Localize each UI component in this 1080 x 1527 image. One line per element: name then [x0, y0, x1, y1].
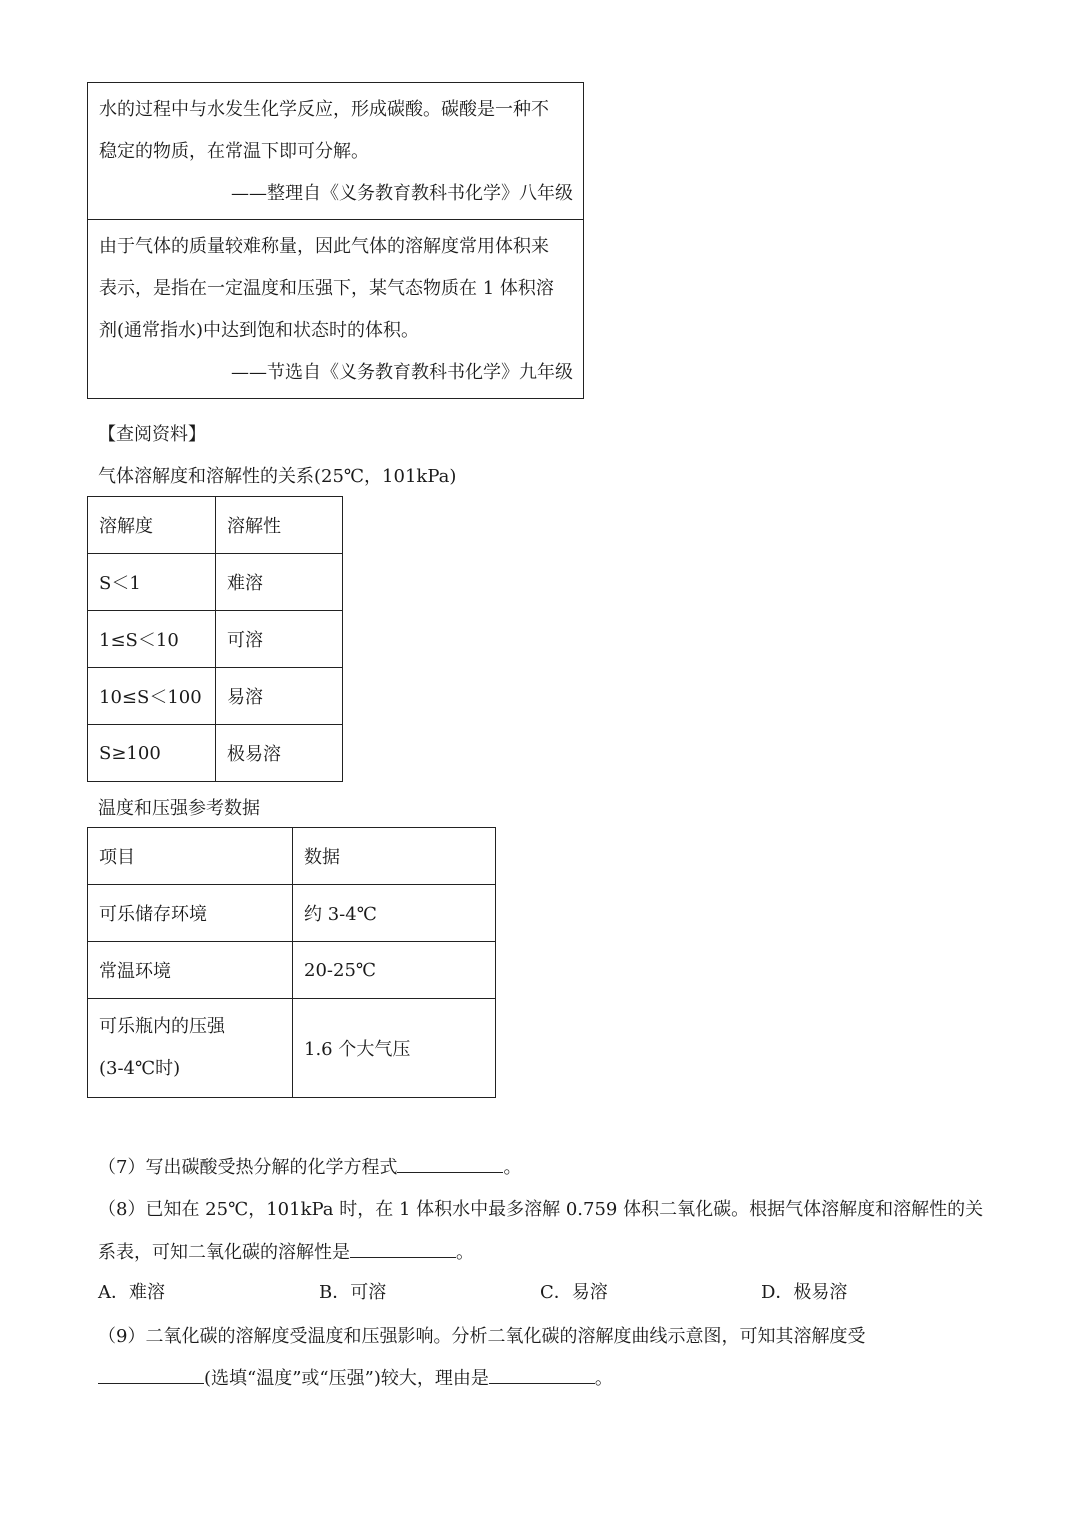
option-a[interactable]: A．难溶: [98, 1282, 165, 1303]
table-header-cell: 溶解度: [88, 497, 216, 554]
question-8-end: 。: [456, 1242, 474, 1263]
question-8-line1: （8）已知在 25℃，101kPa 时，在 1 体积水中最多溶解 0.759 体积二氧化碳。根据气体溶解度和溶解性的关: [98, 1199, 984, 1220]
table-cell: 常温环境: [88, 942, 293, 999]
table-cell: 易溶: [216, 668, 343, 725]
question-7-text: （7）写出碳酸受热分解的化学方程式: [98, 1157, 398, 1178]
excerpt-line: 剂(通常指水)中达到饱和状态时的体积。: [99, 320, 420, 341]
table1-caption: 气体溶解度和溶解性的关系(25℃，101kPa): [98, 466, 457, 487]
temperature-pressure-table: [87, 827, 496, 1098]
table-cell: 20-25℃: [293, 942, 496, 999]
table-cell: 难溶: [216, 554, 343, 611]
question-8-line2: [98, 1238, 474, 1264]
answer-blank[interactable]: [489, 1365, 595, 1384]
table-row: [88, 885, 496, 942]
excerpt-section-grade8: [88, 83, 583, 219]
table-cell-line: (3-4℃时): [99, 1058, 181, 1079]
table-cell: 约 3-4℃: [293, 885, 496, 942]
answer-blank[interactable]: [98, 1365, 204, 1384]
excerpt-source: ——整理自《义务教育教科书化学》八年级: [231, 183, 573, 204]
excerpt-section-grade9: [88, 219, 583, 398]
table-cell: 1≤S＜10: [88, 611, 216, 668]
table-cell-line: 可乐瓶内的压强: [99, 1016, 225, 1037]
solubility-table: [87, 496, 343, 782]
table-row: [88, 554, 343, 611]
question-9-line2: [98, 1364, 613, 1390]
table-cell: [88, 999, 293, 1098]
table-header-row: [88, 497, 343, 554]
table-header-cell: 项目: [88, 828, 293, 885]
table-cell: 1.6 个大气压: [293, 999, 496, 1098]
question-7-end: 。: [503, 1157, 522, 1178]
table-cell: 极易溶: [216, 725, 343, 782]
question-8-options: [98, 1278, 998, 1306]
question-8-text: 系表，可知二氧化碳的溶解性是: [98, 1242, 350, 1263]
excerpt-line: 由于气体的质量较难称量，因此气体的溶解度常用体积来: [99, 236, 549, 257]
table-row: [88, 999, 496, 1098]
excerpt-line: 水的过程中与水发生化学反应，形成碳酸。碳酸是一种不: [99, 99, 549, 120]
table-cell: 可溶: [216, 611, 343, 668]
table-header-cell: 数据: [293, 828, 496, 885]
table-row: [88, 725, 343, 782]
question-9-line1: （9）二氧化碳的溶解度受温度和压强影响。分析二氧化碳的溶解度曲线示意图，可知其溶解度受: [98, 1326, 866, 1347]
table-row: [88, 942, 496, 999]
excerpt-line: 稳定的物质，在常温下即可分解。: [99, 141, 369, 162]
table-row: [88, 611, 343, 668]
reference-heading: 【查阅资料】: [98, 424, 206, 445]
table-header-row: [88, 828, 496, 885]
option-b[interactable]: B．可溶: [319, 1282, 387, 1303]
table-header-cell: 溶解性: [216, 497, 343, 554]
answer-blank[interactable]: [397, 1154, 503, 1173]
question-9-text: (选填“温度”或“压强”)较大，理由是: [204, 1368, 489, 1389]
table-row: [88, 668, 343, 725]
answer-blank[interactable]: [350, 1239, 456, 1258]
question-9-end: 。: [594, 1368, 613, 1389]
table2-caption: 温度和压强参考数据: [98, 798, 260, 819]
excerpt-box: [87, 82, 584, 399]
excerpt-source: ——节选自《义务教育教科书化学》九年级: [231, 362, 573, 383]
excerpt-line: 表示，是指在一定温度和压强下，某气态物质在 1 体积溶: [99, 278, 554, 299]
table-cell: S＜1: [88, 554, 216, 611]
option-c[interactable]: C．易溶: [540, 1282, 608, 1303]
table-cell: S≥100: [88, 725, 216, 782]
table-cell: 10≤S＜100: [88, 668, 216, 725]
question-7: [98, 1153, 521, 1179]
table-cell: 可乐储存环境: [88, 885, 293, 942]
option-d[interactable]: D．极易溶: [761, 1282, 848, 1303]
